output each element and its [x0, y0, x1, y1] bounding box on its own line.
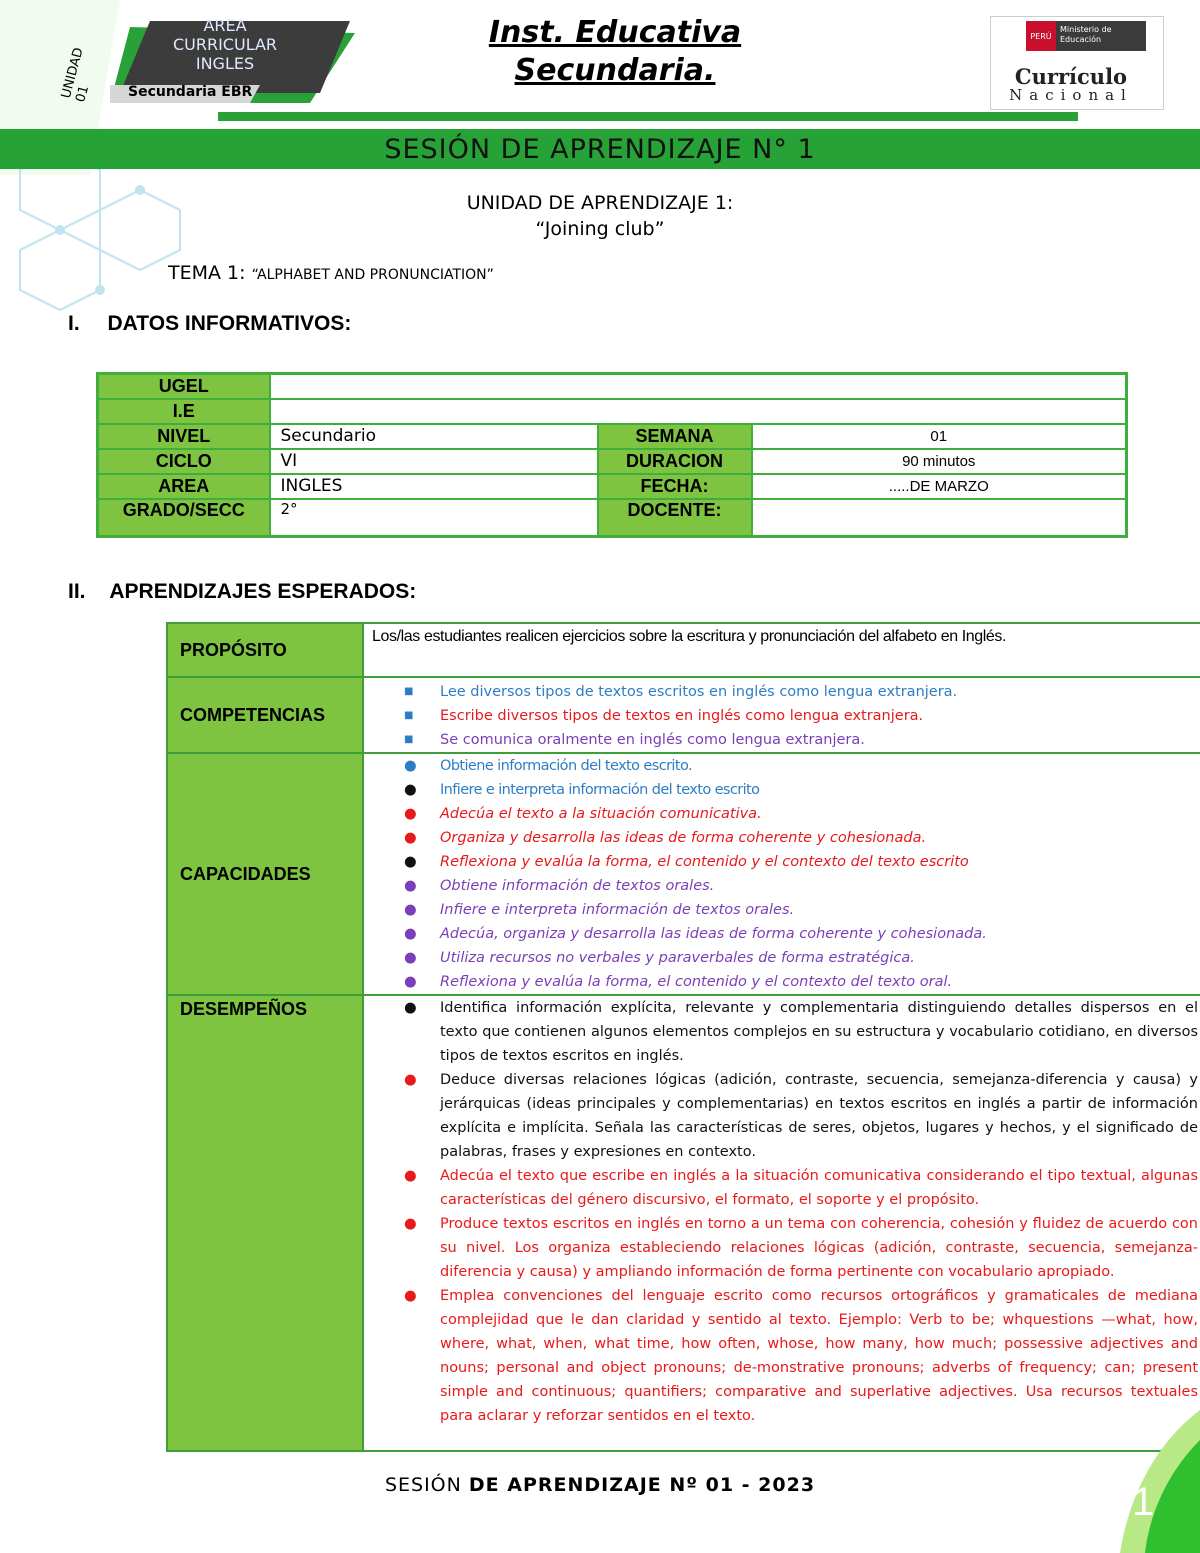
page-number: 1 — [1132, 1480, 1155, 1524]
tema-label: TEMA 1: — [168, 262, 246, 284]
section-2-number: II. — [68, 580, 86, 603]
table-row — [167, 753, 1200, 995]
unit-name: “Joining club” — [535, 218, 665, 240]
desempeno-text: Emplea convenciones del lenguaje escrito como recursos ortográficos y gramaticales de mediana complejidad que le dan claridad y sentido al texto. Ejemplo: Verb to be; whquestions —what, how, where, what, when, what time, how often, whose, how many, how much; possessive adjectives and nouns; personal and object pronouns; de-monstrative pronouns; adverbs of frequency; can; present simple and continuous; quantifiers; comparative and superlative adjectives. Usa recursos textuales para aclarar y reforzar sentidos en el texto. — [440, 1288, 1198, 1424]
duracion-value: 90 minutos — [752, 449, 1127, 474]
ciclo-value: VI — [270, 449, 598, 474]
list-item: ■ Lee diversos tipos de textos escritos en inglés como lengua extranjera. — [404, 684, 958, 700]
nivel-label: NIVEL — [98, 424, 270, 449]
table-row — [167, 995, 1200, 1451]
capacidad-text: Reflexiona y evalúa la forma, el contenido y el contexto del texto escrito — [440, 854, 969, 870]
table-row — [98, 449, 1127, 474]
section-1-heading — [68, 312, 351, 336]
list-item: ● Identifica información explícita, relevante y complementaria distinguiendo detalles dispersos en el texto que contienen algunos elementos complejos en su estructura y vocabulario cotidiano, en diversos tipos de textos escritos en inglés. — [404, 1000, 1198, 1064]
capacidad-text: Obtiene información del texto escrito. — [440, 758, 692, 774]
competencia-text: Escribe diversos tipos de textos en inglés como lengua extranjera. — [440, 708, 924, 724]
capacidad-text: Utiliza recursos no verbales y paraverbales de forma estratégica. — [440, 950, 915, 966]
aprendizajes-table — [166, 622, 1200, 1452]
session-title: SESIÓN DE APRENDIZAJE N° 1 — [384, 133, 816, 165]
list-item: ● Adecúa el texto que escribe en inglés a la situación comunicativa considerando el tipo textual, algunas características del género discursivo, el formato, el soporte y el propósito. — [404, 1168, 1198, 1208]
list-item: ● Emplea convenciones del lenguaje escrito como recursos ortográficos y gramaticales de mediana complejidad que le dan claridad y sentido al texto. Ejemplo: Verb to be; whquestions —what, how, where, what, when, what time, how often, whose, how many, how much; possessive adjectives and nouns; personal and object pronouns; de-monstrative pronouns; adverbs of frequency; can; present simple and continuous; quantifiers; comparative and superlative adjectives. Usa recursos textuales para aclarar y reforzar sentidos en el texto. — [404, 1288, 1198, 1424]
section-1-number: I. — [68, 312, 80, 335]
duracion-label: DURACION — [598, 449, 752, 474]
capacidad-text: Infiere e interpreta información de textos orales. — [440, 902, 795, 918]
table-row — [167, 623, 1200, 677]
competencia-text: Lee diversos tipos de textos escritos en inglés como lengua extranjera. — [440, 684, 958, 700]
proposito-text: Los/las estudiantes realicen ejercicios sobre la escritura y pronunciación del alfabeto en Inglés. — [363, 623, 1200, 677]
area-line-1: AREA — [203, 16, 247, 35]
datos-table — [96, 372, 1128, 538]
ie-value — [270, 399, 1127, 424]
institution-line-1: Inst. Educativa — [488, 15, 742, 50]
list-item: ● Obtiene información de textos orales. — [404, 878, 715, 894]
logo-line-1: Currículo — [1014, 64, 1128, 89]
table-row — [98, 374, 1127, 399]
competencia-text: Se comunica oralmente en inglés como lengua extranjera. — [440, 732, 865, 748]
capacidad-text: Obtiene información de textos orales. — [440, 878, 715, 894]
unit-title — [0, 190, 1200, 242]
tema-value: “ALPHABET AND PRONUNCIATION” — [251, 267, 494, 283]
fecha-value: .....DE MARZO — [752, 474, 1127, 499]
list-item: ● Reflexiona y evalúa la forma, el contenido y el contexto del texto oral. — [404, 974, 953, 990]
desempenos-list — [364, 996, 1200, 1428]
section-2-title: APRENDIZAJES ESPERADOS: — [109, 580, 417, 603]
capacidades-label: CAPACIDADES — [167, 753, 363, 995]
desempeno-text: Adecúa el texto que escribe en inglés a la situación comunicativa considerando el tipo textual, algunas características del género discursivo, el formato, el soporte y el propósito. — [440, 1168, 1198, 1208]
ugel-value — [270, 374, 1127, 399]
desempeno-text: Deduce diversas relaciones lógicas (adición, contraste, secuencia, semejanza-diferencia y causa) y jerárquicas (ideas principales y complementarias) en textos escritos en inglés a partir de información explícita e implícita. Señala las características de seres, objetos, lugares y hechos, y el significado de palabras, frases y expresiones en contexto. — [440, 1072, 1198, 1160]
table-row — [98, 499, 1127, 537]
area-line-2: CURRICULAR — [172, 35, 278, 54]
peru-logo-text: PERÚ — [1026, 21, 1056, 51]
list-item: ● Infiere e interpreta información de textos orales. — [404, 902, 795, 918]
area-label-cell: AREA — [98, 474, 270, 499]
table-row — [167, 677, 1200, 753]
ministry-text: Ministerio de Educación — [1056, 21, 1146, 51]
section-1-title: DATOS INFORMATIVOS: — [107, 312, 352, 335]
level-badge: Secundaria EBR — [128, 84, 253, 100]
logo-line-2: Nacional — [1009, 86, 1133, 104]
tema-line — [168, 262, 494, 284]
fecha-label: FECHA: — [598, 474, 752, 499]
area-line-3: INGLES — [195, 54, 255, 73]
unit-line-1: UNIDAD DE APRENDIZAJE 1: — [466, 192, 734, 214]
ciclo-label: CICLO — [98, 449, 270, 474]
institution-title — [440, 14, 790, 90]
list-item: ● Deduce diversas relaciones lógicas (adición, contraste, secuencia, semejanza-diferencia y causa) y jerárquicas (ideas principales y complementarias) en textos escritos en inglés a partir de información explícita e implícita. Señala las características de seres, objetos, lugares y hechos, y el significado de palabras, frases y expresiones en contexto. — [404, 1072, 1198, 1160]
proposito-label: PROPÓSITO — [167, 623, 363, 677]
table-row — [98, 474, 1127, 499]
ie-label: I.E — [98, 399, 270, 424]
table-row — [98, 424, 1127, 449]
docente-value — [752, 499, 1127, 537]
list-item: ● Infiere e interpreta información del texto escrito — [404, 782, 760, 798]
section-2-heading — [68, 580, 416, 604]
competencias-label: COMPETENCIAS — [167, 677, 363, 753]
page-footer — [0, 1474, 1200, 1496]
footer-prefix: SESIÓN — [384, 1474, 469, 1496]
list-item: ● Obtiene información del texto escrito. — [404, 758, 692, 774]
competencias-list — [364, 680, 1200, 752]
grado-label: GRADO/SECC — [98, 499, 270, 537]
ugel-label: UGEL — [98, 374, 270, 399]
session-banner — [0, 129, 1200, 169]
semana-value: 01 — [752, 424, 1127, 449]
nivel-value: Secundario — [270, 424, 598, 449]
capacidad-text: Adecúa el texto a la situación comunicativa. — [440, 806, 762, 822]
capacidades-list — [364, 754, 1200, 994]
header-divider — [218, 112, 1078, 121]
list-item: ■ Escribe diversos tipos de textos en inglés como lengua extranjera. — [404, 708, 924, 724]
area-label — [160, 16, 290, 73]
institution-line-2: Secundaria. — [514, 53, 716, 88]
list-item: ● Produce textos escritos en inglés en torno a un tema con coherencia, cohesión y fluidez de acuerdo con su nivel. Los organiza estableciendo relaciones lógicas (adición, contraste, secuencia, semejanza-diferencia y causa) y ampliando información de forma pertinente con vocabulario apropiado. — [404, 1216, 1198, 1280]
list-item: ● Reflexiona y evalúa la forma, el contenido y el contexto del texto escrito — [404, 854, 969, 870]
docente-label: DOCENTE: — [598, 499, 752, 537]
desempeno-text: Produce textos escritos en inglés en torno a un tema con coherencia, cohesión y fluidez de acuerdo con su nivel. Los organiza estableciendo relaciones lógicas (adición, contraste, secuencia, semejanza-diferencia y causa) y ampliando información de forma pertinente con vocabulario apropiado. — [440, 1216, 1198, 1280]
desempenos-label: DESEMPEÑOS — [167, 995, 363, 1451]
desempeno-text: Identifica información explícita, relevante y complementaria distinguiendo detalles dispersos en el texto que contienen algunos elementos complejos en su estructura y vocabulario cotidiano, en diversos tipos de textos escritos en inglés. — [440, 1000, 1198, 1064]
capacidad-text: Adecúa, organiza y desarrolla las ideas de forma coherente y cohesionada. — [440, 926, 987, 942]
footer-title: DE APRENDIZAJE Nº 01 - 2023 — [468, 1474, 816, 1496]
area-value: INGLES — [270, 474, 598, 499]
capacidades-cell — [363, 753, 1200, 995]
list-item: ● Adecúa, organiza y desarrolla las ideas de forma coherente y cohesionada. — [404, 926, 987, 942]
list-item: ● Utiliza recursos no verbales y paraverbales de forma estratégica. — [404, 950, 915, 966]
list-item: ● Adecúa el texto a la situación comunicativa. — [404, 806, 762, 822]
competencias-cell — [363, 677, 1200, 753]
desempenos-cell — [363, 995, 1200, 1451]
capacidad-text: Reflexiona y evalúa la forma, el contenido y el contexto del texto oral. — [440, 974, 953, 990]
grado-value: 2° — [270, 499, 598, 537]
unit-vertical-label: UNIDAD 01 — [58, 46, 93, 104]
capacidad-text: Organiza y desarrolla las ideas de forma coherente y cohesionada. — [440, 830, 927, 846]
table-row — [98, 399, 1127, 424]
list-item: ● Organiza y desarrolla las ideas de forma coherente y cohesionada. — [404, 830, 927, 846]
ministry-logo — [996, 21, 1158, 59]
list-item: ■ Se comunica oralmente en inglés como lengua extranjera. — [404, 732, 865, 748]
semana-label: SEMANA — [598, 424, 752, 449]
capacidad-text: Infiere e interpreta información del texto escrito — [440, 782, 760, 798]
